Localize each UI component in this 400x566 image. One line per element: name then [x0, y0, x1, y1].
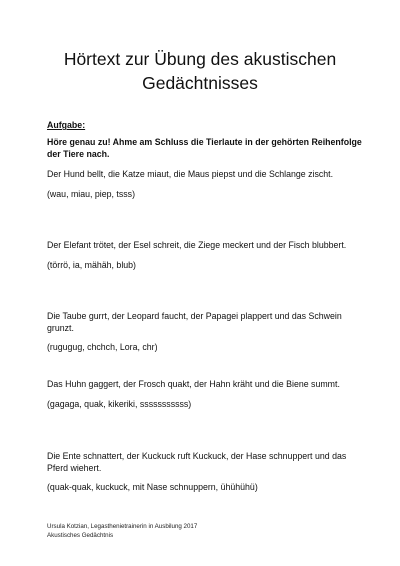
animal-sounds: (gagaga, quak, kikeriki, sssssssssss): [47, 398, 192, 409]
text-block-1: [47, 169, 359, 200]
animal-sentence: Die Taube gurrt, der Leopard faucht, der Papagei plappert und das Schwein grunzt.: [47, 311, 342, 333]
task-heading: Aufgabe:: [47, 120, 86, 130]
page-footer: [47, 523, 197, 540]
text-block-4: [47, 379, 359, 410]
animal-sentence: Der Elefant trötet, der Esel schreit, die Ziege meckert und der Fisch blubbert.: [47, 240, 347, 250]
title-line-2: Gedächtnisses: [142, 73, 258, 93]
animal-sounds: (wau, miau, piep, tsss): [47, 188, 135, 199]
animal-sounds: (törrö, ia, mähäh, blub): [47, 259, 136, 270]
animal-sounds: (quak-quak, kuckuck, mit Nase schnuppern, ühühühü): [47, 482, 258, 492]
animal-sounds: (rugugug, chchch, Lora, chr): [47, 342, 158, 352]
footer-subject: Akustisches Gedächtnis: [47, 531, 114, 539]
footer-author: Ursula Kotzian, Legasthenietrainerin in Ausbilung 2017: [47, 523, 198, 530]
title-line-1: Hörtext zur Übung des akustischen: [63, 49, 337, 69]
text-block-3: [47, 311, 359, 354]
animal-sentence: Die Ente schnattert, der Kuckuck ruft Kuckuck, der Hase schnuppert und das Pferd wiehert.: [47, 451, 347, 473]
animal-sentence: Der Hund bellt, die Katze miaut, die Maus piepst und die Schlange zischt.: [47, 169, 334, 179]
animal-sentence: Das Huhn gaggert, der Frosch quakt, der Hahn kräht und die Biene summt.: [47, 379, 340, 389]
page-title: [20, 47, 380, 95]
text-block-5: [47, 451, 359, 494]
task-instruction: Höre genau zu! Ahme am Schluss die Tierlaute in der gehörten Reihenfolge der Tiere nach.: [47, 137, 362, 159]
text-block-2: [47, 240, 359, 271]
task-section: [47, 119, 377, 160]
